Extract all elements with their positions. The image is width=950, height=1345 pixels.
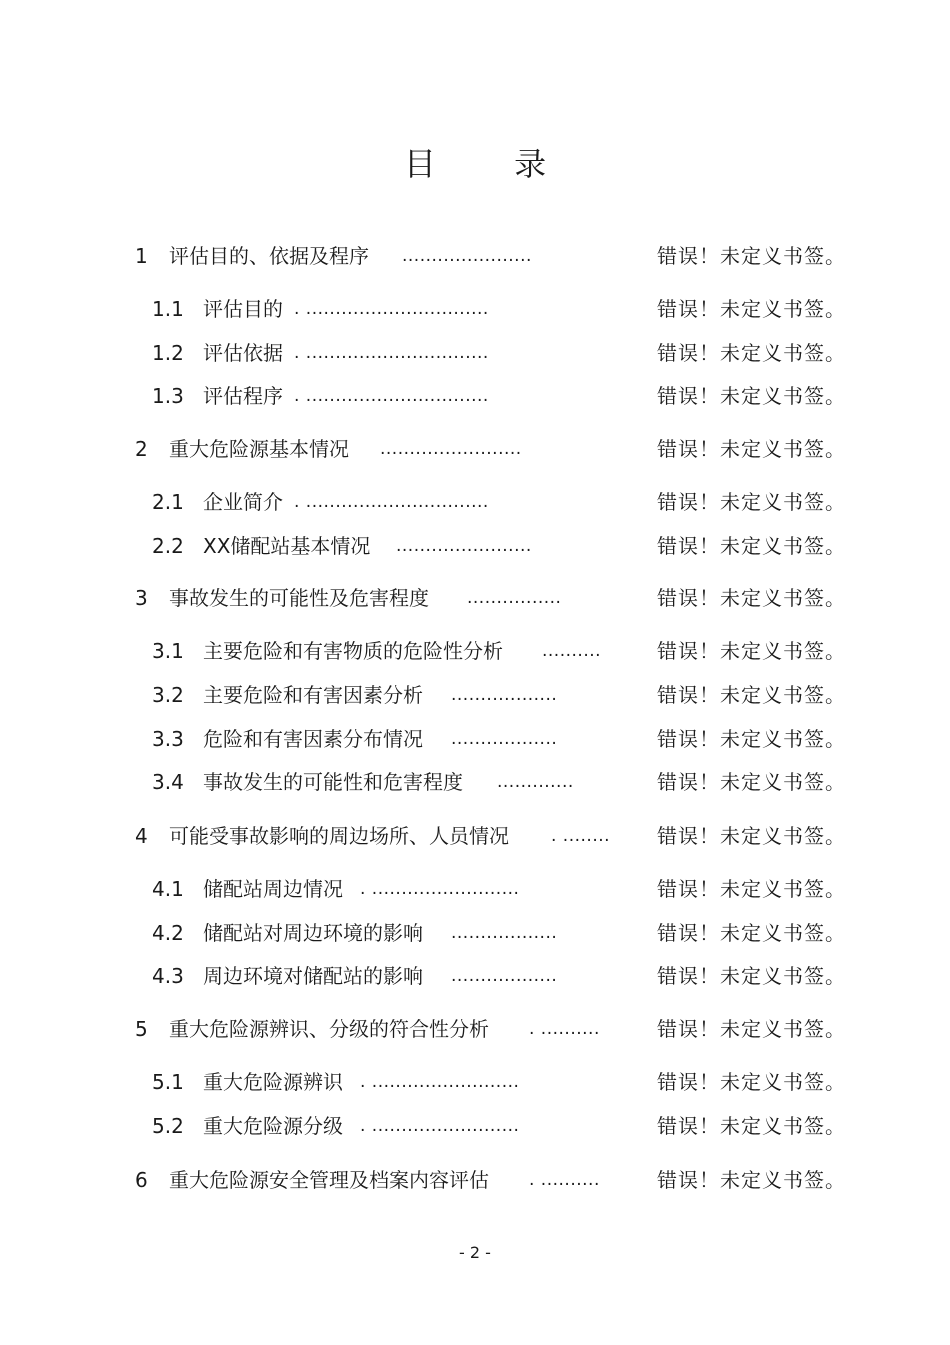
toc-entry-leader: . ......................... <box>360 1116 520 1136</box>
page-number: - 2 - <box>459 1243 491 1262</box>
toc-entry-3-4[interactable] <box>0 767 950 797</box>
toc-entry-leader: .................. <box>451 966 558 986</box>
toc-entry-page-ref: 错误！未定义书签。 <box>657 1168 846 1192</box>
toc-entry-title: 事故发生的可能性及危害程度 <box>169 586 429 610</box>
toc-entry-leader: ....................... <box>396 536 532 556</box>
toc-entry-title: 重大危险源安全管理及档案内容评估 <box>169 1168 489 1192</box>
toc-entry-leader: ........................ <box>380 439 522 459</box>
toc-entry-number: 2.2 <box>152 534 184 558</box>
toc-entry-title: 储配站周边情况 <box>203 877 343 901</box>
toc-entry-1-3[interactable] <box>0 381 950 411</box>
toc-entry-5[interactable] <box>0 1014 950 1044</box>
toc-entry-title: 重大危险源基本情况 <box>169 437 349 461</box>
toc-entry-page-ref: 错误！未定义书签。 <box>657 1017 846 1041</box>
toc-entry-3-3[interactable] <box>0 724 950 754</box>
toc-entry-leader: . ............................... <box>294 492 489 512</box>
toc-entry-number: 3.2 <box>152 683 184 707</box>
toc-entry-number: 1.3 <box>152 384 184 408</box>
toc-entry-4-1[interactable] <box>0 874 950 904</box>
toc-entry-1-1[interactable] <box>0 294 950 324</box>
toc-entry-2-1[interactable] <box>0 487 950 517</box>
toc-entry-leader: .................. <box>451 923 558 943</box>
toc-entry-page-ref: 错误！未定义书签。 <box>657 877 846 901</box>
toc-entry-page-ref: 错误！未定义书签。 <box>657 297 846 321</box>
toc-entry-title: 评估程序 <box>203 384 283 408</box>
toc-entry-1-2[interactable] <box>0 338 950 368</box>
toc-entry-number: 6 <box>135 1168 148 1192</box>
toc-entry-title: 评估目的、依据及程序 <box>169 244 369 268</box>
toc-entry-title: 储配站对周边环境的影响 <box>203 921 423 945</box>
toc-entry-title: 重大危险源辨识、分级的符合性分析 <box>169 1017 489 1041</box>
toc-entry-number: 1.1 <box>152 297 184 321</box>
toc-entry-number: 2.1 <box>152 490 184 514</box>
toc-entry-leader: . ........ <box>551 826 611 846</box>
toc-entry-title: 主要危险和有害物质的危险性分析 <box>203 639 503 663</box>
toc-entry-leader: . ......................... <box>360 1072 520 1092</box>
toc-entry-leader: . ............................... <box>294 299 489 319</box>
toc-entry-number: 5 <box>135 1017 148 1041</box>
toc-entry-title: 周边环境对储配站的影响 <box>203 964 423 988</box>
toc-entry-page-ref: 错误！未定义书签。 <box>657 683 846 707</box>
toc-entry-page-ref: 错误！未定义书签。 <box>657 727 846 751</box>
toc-entry-title: 评估依据 <box>203 341 283 365</box>
toc-entry-leader: .................. <box>451 729 558 749</box>
toc-entry-5-1[interactable] <box>0 1067 950 1097</box>
toc-entry-page-ref: 错误！未定义书签。 <box>657 1070 846 1094</box>
toc-entry-page-ref: 错误！未定义书签。 <box>657 824 846 848</box>
toc-entry-page-ref: 错误！未定义书签。 <box>657 341 846 365</box>
toc-entry-leader: . .......... <box>529 1019 600 1039</box>
toc-entry-title: 可能受事故影响的周边场所、人员情况 <box>169 824 509 848</box>
toc-entry-page-ref: 错误！未定义书签。 <box>657 964 846 988</box>
toc-entry-title: 事故发生的可能性和危害程度 <box>203 770 463 794</box>
toc-entry-number: 4.2 <box>152 921 184 945</box>
toc-entry-number: 3 <box>135 586 148 610</box>
toc-entry-4-2[interactable] <box>0 918 950 948</box>
toc-entry-leader: . ............................... <box>294 386 489 406</box>
toc-entry-title: XX储配站基本情况 <box>203 534 371 558</box>
toc-entry-leader: . ......................... <box>360 879 520 899</box>
toc-entry-3[interactable] <box>0 583 950 613</box>
toc-entry-number: 1 <box>135 244 148 268</box>
toc-entry-leader: ................ <box>467 588 562 608</box>
toc-entry-leader: .................. <box>451 685 558 705</box>
toc-entry-page-ref: 错误！未定义书签。 <box>657 586 846 610</box>
toc-entry-page-ref: 错误！未定义书签。 <box>657 437 846 461</box>
toc-entry-6[interactable] <box>0 1165 950 1195</box>
toc-entry-number: 4 <box>135 824 148 848</box>
toc-entry-number: 3.1 <box>152 639 184 663</box>
toc-entry-page-ref: 错误！未定义书签。 <box>657 770 846 794</box>
toc-entry-page-ref: 错误！未定义书签。 <box>657 639 846 663</box>
toc-title: 目 录 <box>403 145 581 183</box>
toc-entry-leader: . .......... <box>529 1170 600 1190</box>
toc-entry-title: 主要危险和有害因素分析 <box>203 683 423 707</box>
toc-entry-page-ref: 错误！未定义书签。 <box>657 490 846 514</box>
toc-entry-2[interactable] <box>0 434 950 464</box>
toc-entry-title: 重大危险源辨识 <box>203 1070 343 1094</box>
toc-entry-title: 评估目的 <box>203 297 283 321</box>
toc-entry-number: 3.3 <box>152 727 184 751</box>
toc-entry-5-2[interactable] <box>0 1111 950 1141</box>
toc-entry-page-ref: 错误！未定义书签。 <box>657 534 846 558</box>
toc-entry-title: 企业简介 <box>203 490 283 514</box>
toc-entry-leader: ...................... <box>402 246 532 266</box>
toc-entry-number: 4.3 <box>152 964 184 988</box>
toc-entry-title: 危险和有害因素分布情况 <box>203 727 423 751</box>
toc-entry-3-2[interactable] <box>0 680 950 710</box>
toc-entry-number: 5.2 <box>152 1114 184 1138</box>
toc-entry-page-ref: 错误！未定义书签。 <box>657 921 846 945</box>
toc-entry-number: 5.1 <box>152 1070 184 1094</box>
toc-entry-4-3[interactable] <box>0 961 950 991</box>
toc-entry-leader: . ............................... <box>294 343 489 363</box>
toc-entry-leader: .......... <box>542 641 602 661</box>
toc-entry-3-1[interactable] <box>0 636 950 666</box>
toc-entry-title: 重大危险源分级 <box>203 1114 343 1138</box>
toc-entry-4[interactable] <box>0 821 950 851</box>
toc-entry-number: 1.2 <box>152 341 184 365</box>
toc-entry-number: 4.1 <box>152 877 184 901</box>
toc-entry-page-ref: 错误！未定义书签。 <box>657 384 846 408</box>
toc-entry-1[interactable] <box>0 241 950 271</box>
toc-entry-number: 3.4 <box>152 770 184 794</box>
toc-entry-leader: ............. <box>497 772 574 792</box>
toc-entry-2-2[interactable] <box>0 531 950 561</box>
toc-entry-number: 2 <box>135 437 148 461</box>
toc-entry-page-ref: 错误！未定义书签。 <box>657 1114 846 1138</box>
toc-entry-page-ref: 错误！未定义书签。 <box>657 244 846 268</box>
